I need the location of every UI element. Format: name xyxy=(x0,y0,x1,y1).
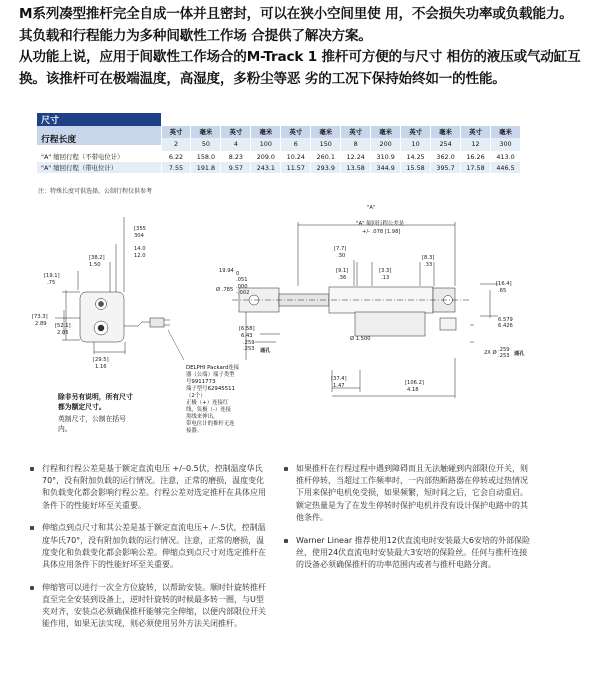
intro-paragraph-1: M系列凑型推杆完全自成一体并且密封，可以在狭小空间里使 用，不会损失功率或负载能力。其负载和行程能力为多种间歇性工作场 合提供了解决方案。 xyxy=(19,6,573,44)
row-label: "A" 缩回行程（带电位计） xyxy=(37,162,161,173)
dim-text: Ø 1.500 xyxy=(350,336,371,342)
dim-text: 0 xyxy=(236,271,240,277)
table-cell: 12 xyxy=(461,138,491,152)
unit-cell: 英寸 xyxy=(461,126,491,138)
table-cell: 11.57 xyxy=(281,162,311,173)
table-cell: 413.0 xyxy=(490,151,520,162)
connector-line: 线，负极（-）连接 xyxy=(186,407,232,413)
bullet-icon xyxy=(284,539,288,543)
dim-text: -.002 xyxy=(236,290,250,296)
unit-cell: 英寸 xyxy=(281,126,311,138)
dim-text: [355 xyxy=(134,226,146,232)
list-item-text: Warner Linear 推荐使用12伏直流电时安装最大6安培的外部保险丝，使用24伏直流电时安装最大3安培的保险丝。任何与推杆连接的设备必须确保推杆的功率范围内或者与推杆电路分离。 xyxy=(296,535,530,569)
table-cell: 4 xyxy=(221,138,251,152)
table-cell: 13.58 xyxy=(341,162,371,173)
table-cell: 6.22 xyxy=(161,151,191,162)
bullet-icon xyxy=(30,586,34,590)
table-cell: 6 xyxy=(281,138,311,152)
unit-cell: 英寸 xyxy=(221,126,251,138)
table-cell: 100 xyxy=(251,138,281,152)
dim-text: Ø .785 xyxy=(216,287,234,293)
dim-text: 4.18 xyxy=(407,387,419,393)
list-item-text: 伸缩点到点尺寸和其公差是基于额定直流电压+ /–.5伏，控制温度华氏70°，没有附加负载的运行情况。注意，正常的磨损，温度变化和负载变化都会影响公差。伸缩点到点尺寸对选定推杆在具体应用条件下的性能好坏至关重要。 xyxy=(42,523,266,569)
table-cell: 362.0 xyxy=(431,151,461,162)
table-cell: 395.7 xyxy=(431,162,461,173)
list-item xyxy=(30,582,270,631)
table-cell: 7.55 xyxy=(161,162,191,173)
rod-end-center-icon xyxy=(98,325,104,331)
table-cell: 200 xyxy=(371,138,401,152)
unit-cell: 毫米 xyxy=(191,126,221,138)
table-cell: 10 xyxy=(401,138,431,152)
dim-text: [73.3] xyxy=(32,314,48,320)
bullet-icon xyxy=(284,467,288,471)
connector-line: 器（公端）端子类型 xyxy=(186,372,235,378)
table-cell: 8 xyxy=(341,138,371,152)
table-cell: 209.0 xyxy=(251,151,281,162)
table-cell: 9.57 xyxy=(221,162,251,173)
list-item xyxy=(30,463,270,512)
tolerance-text: "A" 缩回行程公差是 xyxy=(356,221,405,227)
table-cell: 158.0 xyxy=(191,151,221,162)
bullet-icon xyxy=(30,526,34,530)
unit-cell: 英寸 xyxy=(161,126,191,138)
cable-line xyxy=(124,322,150,326)
dim-text: 1.50 xyxy=(89,262,101,268)
table-cell: 446.5 xyxy=(490,162,520,173)
unit-cell: 毫米 xyxy=(371,126,401,138)
dim-text: .33 xyxy=(424,262,433,268)
unit-cell: 英寸 xyxy=(401,126,431,138)
dim-text: .75 xyxy=(47,280,56,286)
table-cell: 300 xyxy=(490,138,520,152)
list-item xyxy=(30,522,270,571)
connector-line: 黑线来伸出， xyxy=(186,414,219,420)
dim-text: [6.58] xyxy=(239,326,255,332)
table-cell: 260.1 xyxy=(311,151,341,162)
dim-text: 2.89 xyxy=(35,321,47,327)
motor-end-cap xyxy=(440,318,456,330)
dim-text: 1.16 xyxy=(95,364,107,370)
table-title: 尺寸 xyxy=(37,113,161,126)
dim-text: .253 xyxy=(243,346,255,352)
mount-hole-center-icon xyxy=(99,302,104,307)
unit-note: 英制尺寸，公制在括号 内。 xyxy=(58,415,126,433)
table-cell: 15.58 xyxy=(401,162,431,173)
dim-text: 304 xyxy=(134,233,144,239)
table-cell: 310.9 xyxy=(371,151,401,162)
dim-text: .259 xyxy=(243,340,255,346)
table-cell: 16.26 xyxy=(461,151,491,162)
port-label: 通孔 xyxy=(514,351,525,357)
dim-text: [29.5] xyxy=(93,357,109,363)
connector-line: （2个） xyxy=(186,393,206,399)
dim-text: 2.05 xyxy=(57,330,69,336)
dim-text: 6.43 xyxy=(241,333,253,339)
dim-text: .13 xyxy=(381,275,390,281)
connector-line: 端子型号62945511 xyxy=(186,386,236,392)
unit-cell: 毫米 xyxy=(431,126,461,138)
table-cell: 10.24 xyxy=(281,151,311,162)
table-cell: 12.24 xyxy=(341,151,371,162)
dim-text: .259 xyxy=(498,347,510,353)
dim-text: 19.94 xyxy=(219,268,234,274)
tolerance-text: "A" xyxy=(367,205,376,211)
dim-text: [106.2] xyxy=(405,380,424,386)
table-note: 注：特殊长度可供选择，公制行程仅供参考 xyxy=(38,188,153,195)
dim-text: 6.579 xyxy=(498,317,513,323)
table-cell: 243.1 xyxy=(251,162,281,173)
table-cell: 2 xyxy=(161,138,191,152)
table-cell: 150 xyxy=(311,138,341,152)
dim-text: .30 xyxy=(337,253,346,259)
dim-text: .253 xyxy=(498,353,510,359)
dim-text: [38.2] xyxy=(89,255,105,261)
connector-line: 接器。 xyxy=(186,428,203,434)
dim-text: [7.7] xyxy=(334,246,347,252)
table-cell: 254 xyxy=(431,138,461,152)
dim-text: [52.1] xyxy=(55,323,71,329)
connector-line: 号9911773 xyxy=(186,379,216,385)
dim-text: .65 xyxy=(498,288,507,294)
dim-text: 6.426 xyxy=(498,323,513,329)
connector-line: 正极（+）连接红 xyxy=(186,400,229,406)
row-label: "A" 缩回行程（不带电位计） xyxy=(37,151,161,162)
table-cell: 14.25 xyxy=(401,151,431,162)
list-item xyxy=(284,463,534,524)
list-item xyxy=(284,535,534,572)
dim-text: [9.1] xyxy=(336,268,349,274)
tolerance-text: +/- .078 [1.98] xyxy=(362,229,401,235)
port-label: 通孔 xyxy=(260,348,271,354)
table-cell: 17.58 xyxy=(461,162,491,173)
dim-text: [8.3] xyxy=(422,255,435,261)
nominal-dimension-note: 除非另有说明，所有尺寸 都为额定尺寸。 xyxy=(58,393,133,411)
stroke-label: 行程长度 xyxy=(37,132,161,146)
dim-text: [3.3] xyxy=(379,268,392,274)
unit-cell: 英寸 xyxy=(341,126,371,138)
connector-callout xyxy=(168,330,240,434)
connector-line: DELPHI Packard连接 xyxy=(186,365,240,371)
table-cell: 344.9 xyxy=(371,162,401,173)
connector-icon xyxy=(150,318,164,327)
bullet-list-left xyxy=(30,463,270,641)
dim-text: 14.0 xyxy=(134,246,146,252)
table-cell: 293.9 xyxy=(311,162,341,173)
dim-text: [37.4] xyxy=(331,376,347,382)
bullet-list-right xyxy=(284,463,534,582)
table-cell: 8.23 xyxy=(221,151,251,162)
dim-text: 12.0 xyxy=(134,253,146,259)
intro-paragraph-2: 从功能上说，应用于间歇性工作场合的M-Track 1 推杆可方便的与尺寸 相仿的液压或气动缸互换。该推杆可在极端温度，高湿度，多粉尘等恶 劣的工况下保持始终如一的性能。 xyxy=(19,49,581,87)
list-item-text: 伸缩管可以进行一次全方位旋转，以帮助安装。顺时针旋转推杆直至完全安装到设备上，逆时针旋转的时候最多转一圈，与U型夹对齐，安装点必须确保推杆能够完全伸缩，以便内部限位开关能作用，如果无法实现，则必须使用另外方法关闭推杆。 xyxy=(42,582,266,629)
dim-text: 1.47 xyxy=(333,383,345,389)
table-cell: 50 xyxy=(191,138,221,152)
dim-text: .051 xyxy=(236,277,248,283)
list-item-text: 行程和行程公差是基于额定直流电压 +/–0.5伏，控制温度华氏70°，没有附加负载的运行情况。注意，正常的磨损，温度变化和负载变化都会影响行程公差。行程公差对选定推杆在具体应用条件下的性能好坏至关重要。 xyxy=(42,464,266,510)
dim-text: .36 xyxy=(338,275,347,281)
dim-text: [19.1] xyxy=(44,273,60,279)
dim-text: [16.4] xyxy=(496,281,512,287)
dim-text: 2X Ø xyxy=(484,350,497,356)
bullet-icon xyxy=(30,467,34,471)
connector-line: 带电位计的推杆无连 xyxy=(186,421,235,427)
motor-housing xyxy=(355,312,425,336)
dim-text: .000 xyxy=(236,284,248,290)
unit-cell: 毫米 xyxy=(251,126,281,138)
unit-cell: 毫米 xyxy=(490,126,520,138)
unit-cell: 毫米 xyxy=(311,126,341,138)
list-item-text: 如果推杆在行程过程中遇到障碍而且无法触碰到内部限位开关，则推杆停转，当超过工作频率时，一内部热断路器在停转或过热情况下用来保护电机免受损，如果频繁，短时间之后，它会自动重启。额定热量是为了在发生停转时保护电机并没有设计保护电路中的其他条件。 xyxy=(296,464,528,522)
table-cell: 191.8 xyxy=(191,162,221,173)
